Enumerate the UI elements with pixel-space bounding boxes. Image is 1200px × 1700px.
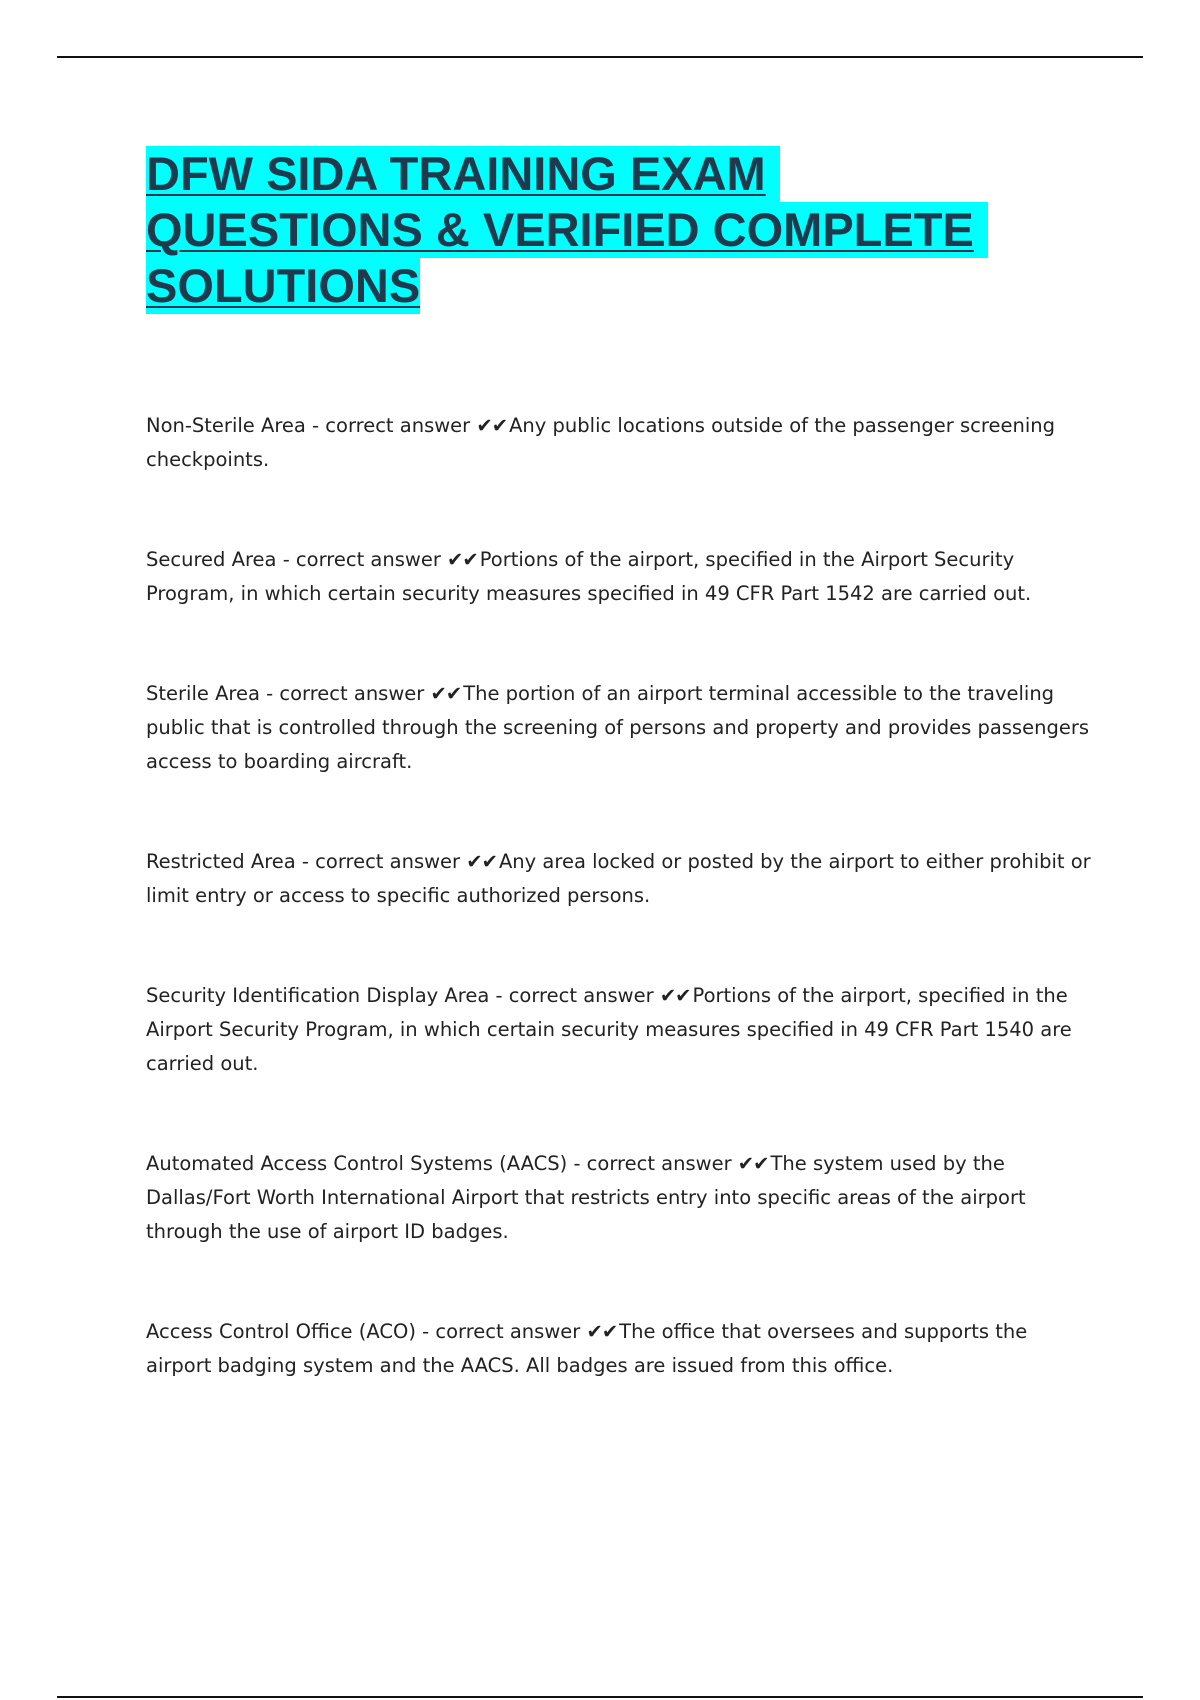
qa-entry: [146, 845, 1092, 913]
double-check-icon: ✔✔: [447, 548, 478, 571]
qa-list: [146, 409, 1092, 1383]
qa-entry: [146, 1315, 1092, 1383]
entry-answer: The system used by the Dallas/Fort Worth International Airport that restricts entry into specific areas of the airport through the use of airport ID badges.: [146, 1152, 1026, 1243]
double-check-icon: ✔✔: [586, 1320, 618, 1343]
double-check-icon: ✔✔: [466, 850, 497, 873]
title-line: DFW SIDA TRAINING EXAM: [146, 146, 780, 202]
qa-entry: [146, 979, 1092, 1081]
double-check-icon: ✔✔: [737, 1152, 769, 1175]
double-check-icon: ✔✔: [476, 414, 508, 437]
entry-term: Security Identification Display Area: [146, 984, 490, 1007]
entry-term: Secured Area: [146, 548, 277, 571]
entry-term: Restricted Area: [146, 850, 296, 873]
entry-term: Access Control Office (ACO): [146, 1320, 416, 1343]
entry-separator: - correct answer: [415, 1320, 587, 1343]
entry-term: Automated Access Control Systems (AACS): [146, 1152, 568, 1175]
footer-rule: [57, 1696, 1143, 1698]
qa-entry: [146, 543, 1092, 611]
entry-answer: Any area locked or posted by the airport to either prohibit or limit entry or access to specific authorized persons.: [146, 850, 1091, 907]
double-check-icon: ✔✔: [659, 984, 691, 1007]
qa-entry: [146, 1147, 1092, 1249]
entry-separator: - correct answer: [489, 984, 660, 1007]
entry-separator: - correct answer: [305, 414, 477, 437]
entry-separator: - correct answer: [567, 1152, 738, 1175]
entry-answer: Portions of the airport, specified in the Airport Security Program, in which certain security measures specified in 49 CFR Part 1542 are carried out.: [146, 548, 1032, 605]
entry-separator: - correct answer: [259, 682, 431, 705]
entry-term: Non-Sterile Area: [146, 414, 306, 437]
double-check-icon: ✔✔: [430, 682, 462, 705]
entry-term: Sterile Area: [146, 682, 260, 705]
qa-entry: [146, 677, 1092, 779]
qa-entry: [146, 409, 1092, 477]
document-title: [146, 146, 1106, 314]
title-line: QUESTIONS & VERIFIED COMPLETE: [146, 202, 988, 258]
entry-answer: The portion of an airport terminal accessible to the traveling public that is controlled through the screening of persons and property and provides passengers access to boarding aircraft.: [146, 682, 1089, 773]
entry-answer: Portions of the airport, specified in the Airport Security Program, in which certain security measures specified in 49 CFR Part 1540 are carried out.: [146, 984, 1072, 1075]
entry-answer: The office that oversees and supports the airport badging system and the AACS. All badges are issued from this office.: [146, 1320, 1028, 1377]
entry-answer: Any public locations outside of the passenger screening checkpoints.: [146, 414, 1055, 471]
entry-separator: - correct answer: [276, 548, 448, 571]
entry-separator: - correct answer: [295, 850, 467, 873]
header-rule: [57, 56, 1143, 58]
title-line: SOLUTIONS: [146, 259, 421, 312]
